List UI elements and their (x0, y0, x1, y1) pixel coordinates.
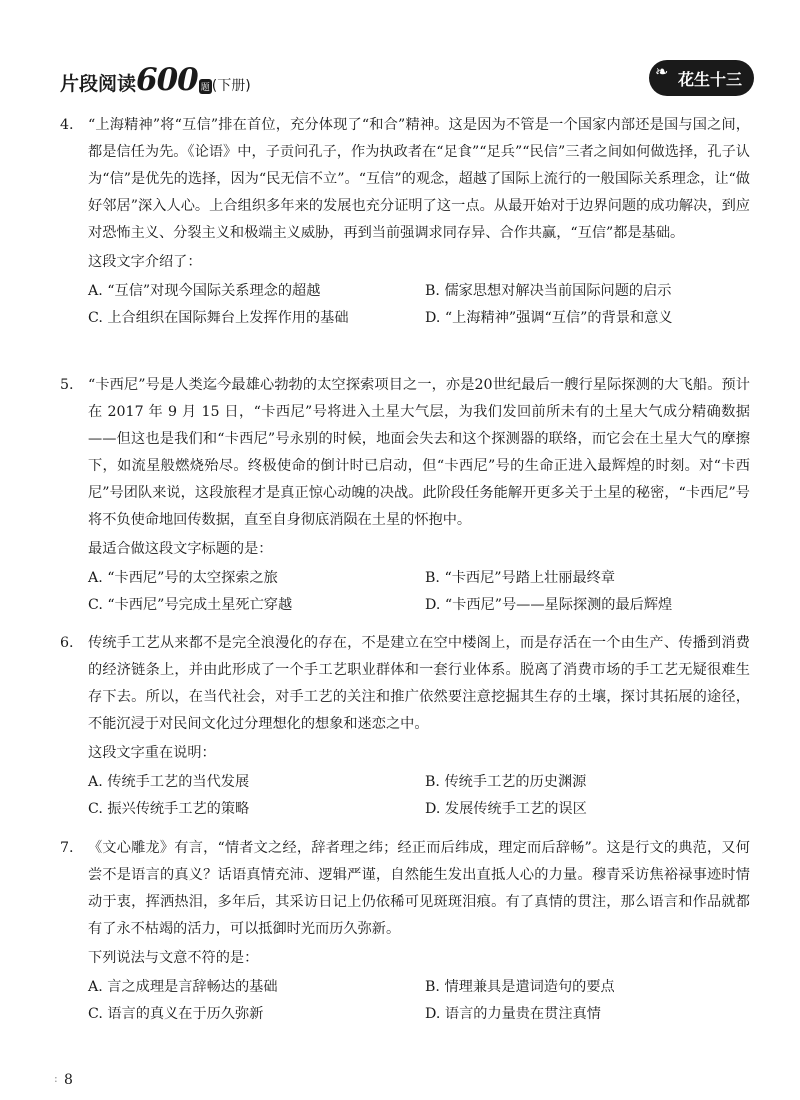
book-title-volume: (下册) (211, 78, 251, 94)
answer-options (88, 974, 750, 1028)
question-number: 7. (60, 840, 74, 856)
option-c: C. 上合组织在国际舞台上发挥作用的基础 (88, 310, 349, 326)
answer-options (88, 769, 750, 823)
question-prompt: 最适合做这段文字标题的是： (88, 541, 273, 557)
question-number: 6. (60, 635, 74, 651)
question-4 (60, 112, 750, 332)
answer-options (88, 278, 750, 332)
option-d: D. “卡西尼”号——星际探测的最后辉煌 (425, 597, 673, 613)
option-d: D. “上海精神”强调“互信”的背景和意义 (425, 310, 673, 326)
question-passage: 《文心雕龙》有言，“情者文之经，辞者理之纬；经正而后纬成，理定而后辞畅”。这是行文的典范，又何尝不是语言的真义？话语真情充沛、逻辑严谨，自然能生发出直抵人心的力量。穆青采访焦裕禄事迹时情动于衷，挥洒热泪，多年后，其采访日记上仍依稀可见斑斑泪痕。有了真情的贯注，那么语言和作品就都有了永不枯竭的活力，可以抵御时光而历久弥新。 (88, 840, 750, 937)
question-number: 4. (60, 117, 74, 133)
question-7 (60, 835, 750, 1028)
question-passage: 传统手工艺从来都不是完全浪漫化的存在，不是建立在空中楼阁上，而是存活在一个由生产、传播到消费的经济链条上，并由此形成了一个手工艺职业群体和一套行业体系。脱离了消费市场的手工艺无疑很难生存下去。所以，在当代社会，对手工艺的关注和推广依然要注意挖掘其生存的土壤，探讨其拓展的途径，不能沉浸于对民间文化过分理想化的想象和迷恋之中。 (88, 635, 750, 732)
option-d: D. 语言的力量贵在贯注真情 (425, 1006, 601, 1022)
page-header (60, 62, 750, 98)
book-title-ti-badge: 题 (199, 79, 212, 94)
question-prompt: 下列说法与文意不符的是： (88, 950, 259, 966)
option-b: B. 儒家思想对解决当前国际问题的启示 (425, 283, 672, 299)
option-a: A. 传统手工艺的当代发展 (88, 774, 250, 790)
brand-logo (649, 60, 754, 96)
option-a: A. 言之成理是言辞畅达的基础 (88, 979, 278, 995)
question-6 (60, 630, 750, 823)
answer-options (88, 565, 750, 619)
question-passage: “上海精神”将“互信”排在首位，充分体现了“和合”精神。这是因为不管是一个国家内部还是国与国之间，都是信任为先。《论语》中，子贡问孔子，作为执政者在“足食”“足兵”“民信”三者之间如何做选择，孔子认为“信”是优先的选择，因为“民无信不立”。“互信”的观念，超越了国际上流行的一般国际关系理念，让“做好邻居”深入人心。上合组织多年来的发展也充分证明了这一点。从最开始对于边界问题的成功解决，到应对恐怖主义、分裂主义和极端主义威胁，再到当前强调求同存异、合作共赢，“互信”都是基础。 (88, 117, 750, 241)
page-number: 8 (64, 1072, 73, 1088)
question-prompt: 这段文字介绍了： (88, 254, 202, 270)
option-d: D. 发展传统手工艺的误区 (425, 801, 587, 817)
margin-mark: : (54, 1072, 58, 1085)
question-passage: “卡西尼”号是人类迄今最雄心勃勃的太空探索项目之一，亦是20世纪最后一艘行星际探测的大飞船。预计在 2017 年 9 月 15 日，“卡西尼”号将进入土星大气层，为我们发回前所未有的土星大气成分精确数据——但这也是我们和“卡西尼”号永别的时候，地面会失去和这个探测器的联络，而它会在土星大气的摩擦下，如流星般燃烧殆尽。终极使命的倒计时已启动，但“卡西尼”号的生命正进入最辉煌的时刻。对“卡西尼”号团队来说，这段旅程才是真正惊心动魄的决战。此阶段任务能解开更多关于土星的秘密，“卡西尼”号将不负使命地回传数据，直至自身彻底消陨在土星的怀抱中。 (88, 377, 750, 528)
option-c: C. 振兴传统手工艺的策略 (88, 801, 250, 817)
leaf-icon: ❧ (655, 62, 669, 81)
question-number: 5. (60, 377, 74, 393)
brand-text: 花生十三 (677, 69, 742, 89)
option-b: B. “卡西尼”号踏上壮丽最终章 (425, 570, 616, 586)
option-c: C. “卡西尼”号完成土星死亡穿越 (88, 597, 293, 613)
book-title (60, 62, 251, 98)
option-b: B. 传统手工艺的历史渊源 (425, 774, 587, 790)
option-a: A. “互信”对现今国际关系理念的超越 (88, 283, 321, 299)
option-b: B. 情理兼具是遣词造句的要点 (425, 979, 615, 995)
book-title-text: 片段阅读 (60, 73, 137, 95)
question-prompt: 这段文字重在说明： (88, 745, 216, 761)
question-5 (60, 372, 750, 619)
option-c: C. 语言的真义在于历久弥新 (88, 1006, 264, 1022)
option-a: A. “卡西尼”号的太空探索之旅 (88, 570, 278, 586)
book-title-number: 600 (136, 62, 198, 98)
